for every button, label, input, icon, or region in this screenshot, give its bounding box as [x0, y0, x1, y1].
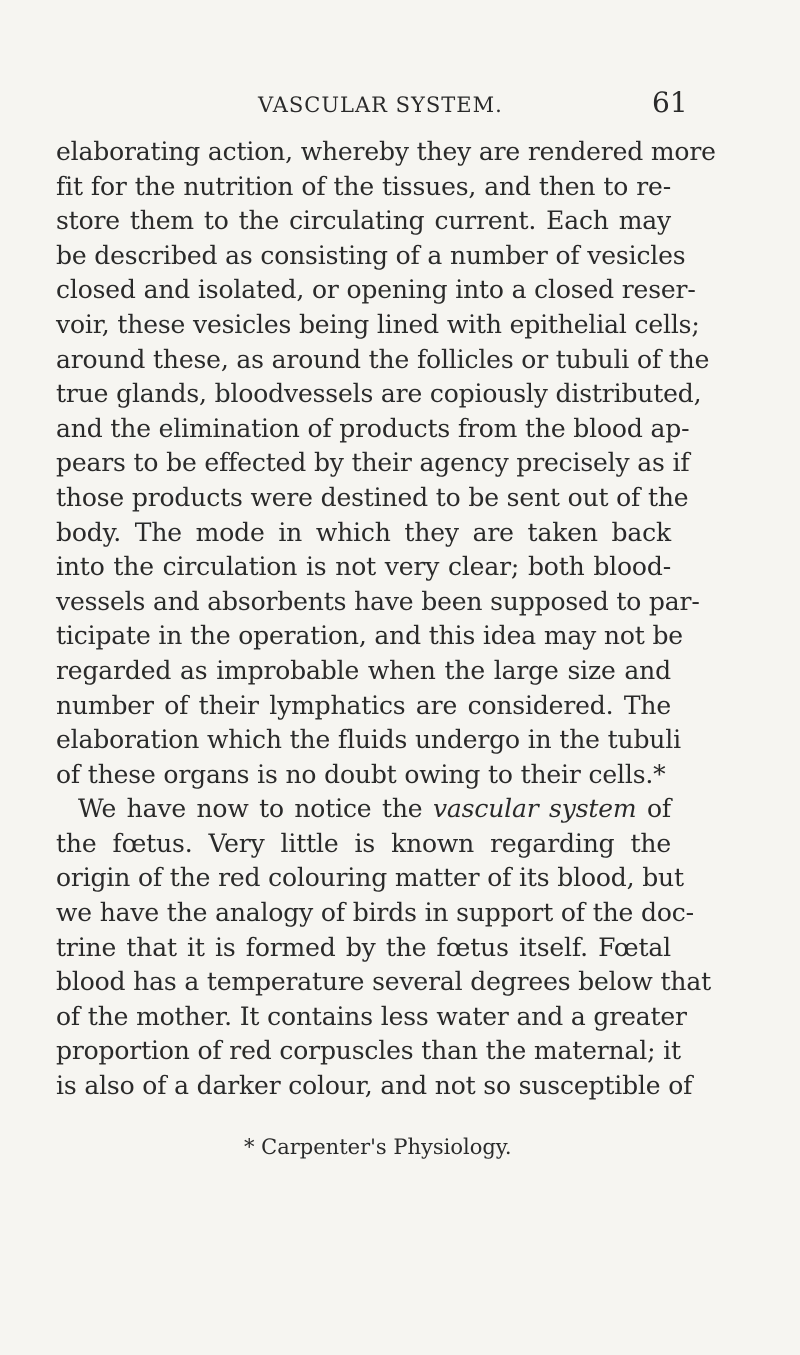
text-line: store them to the circulating current. Each may	[56, 206, 671, 236]
text-line: the fœtus. Very little is known regarding the	[56, 828, 671, 858]
text-line: number of their lymphatics are considered. The	[56, 690, 671, 720]
text-line: elaborating action, whereby they are rendered more	[56, 137, 716, 166]
text-line: and the elimination of products from the blood ap-	[56, 413, 690, 443]
text-line	[56, 792, 671, 827]
text-line: those products were destined to be sent out of the	[56, 482, 689, 512]
paragraph-2	[56, 792, 711, 1103]
text-line: be described as consisting of a number of vesicles	[56, 240, 686, 270]
text-line: of these organs is no doubt owing to their cells.*	[56, 759, 666, 789]
text-line: fit for the nutrition of the tissues, and then to re-	[56, 171, 671, 201]
text-line: vessels and absorbents have been supposed to par-	[56, 586, 700, 616]
text-line: origin of the red colouring matter of its blood, but	[56, 863, 684, 893]
text-line: trine that it is formed by the fœtus itself. Fœtal	[56, 932, 671, 962]
italic-term: vascular system	[432, 794, 637, 824]
text-line: of the mother. It contains less water and a greater	[56, 1001, 687, 1031]
page-number: 61	[652, 86, 688, 119]
text-line: pears to be effected by their agency precisely as if	[56, 448, 690, 478]
text-line: regarded as improbable when the large size and	[56, 655, 671, 685]
text-line: ticipate in the operation, and this idea may not be	[56, 621, 683, 651]
paragraph-1	[56, 135, 716, 792]
text-line: elaboration which the fluids undergo in the tubuli	[56, 725, 681, 755]
text-line: voir, these vesicles being lined with epithelial cells;	[56, 309, 700, 339]
text-line: blood has a temperature several degrees below that	[56, 967, 711, 997]
text-line: we have the analogy of birds in support of the doc-	[56, 898, 694, 928]
text-line: closed and isolated, or opening into a closed reser-	[56, 275, 696, 305]
text-line: body. The mode in which they are taken back	[56, 517, 671, 547]
body-text	[56, 135, 716, 1104]
text-run: of	[636, 794, 671, 824]
text-line: proportion of red corpuscles than the maternal; it	[56, 1036, 681, 1066]
text-line: true glands, bloodvessels are copiously distributed,	[56, 379, 702, 409]
footnote: * Carpenter's Physiology.	[244, 1135, 512, 1159]
text-line: is also of a darker colour, and not so susceptible of	[56, 1071, 693, 1101]
text-line: into the circulation is not very clear; both blood-	[56, 552, 671, 582]
running-title: VASCULAR SYSTEM.	[258, 93, 503, 117]
text-run: We have now to notice the	[78, 794, 433, 824]
running-header	[0, 86, 800, 120]
text-line: around these, as around the follicles or tubuli of the	[56, 344, 710, 374]
